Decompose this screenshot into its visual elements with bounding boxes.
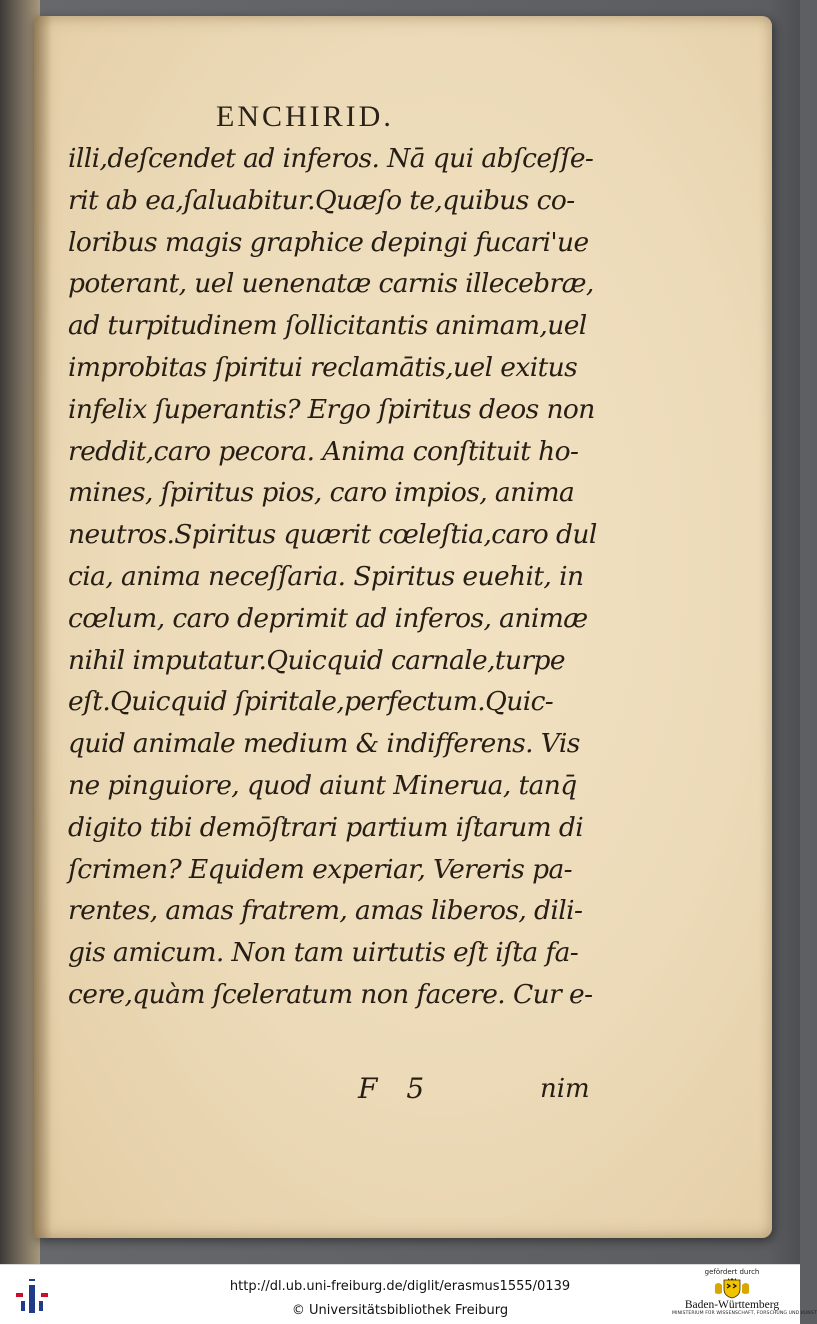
- text-line: poterant, uel uenenatæ carnis illecebræ,: [68, 268, 594, 300]
- catchword: nim: [540, 1074, 590, 1104]
- text-line: cia, anima neceſſaria. Spiritus euehit, in: [68, 560, 584, 592]
- running-head: ENCHIRID.: [216, 100, 394, 133]
- funder-label: gefördert durch: [704, 1268, 760, 1276]
- page-text-block: [68, 138, 598, 1016]
- text-line: rit ab ea,ſaluabitur.Quæſo te,quibus co-: [68, 184, 575, 216]
- page-gutter-shadow: [34, 16, 52, 1238]
- text-line: neutros.Spiritus quærit cœleſtia,caro dul: [68, 519, 597, 551]
- funder-name: Baden-Württemberg: [684, 1299, 780, 1311]
- text-line: nihil imputatur.Quicquid carnale,turpe: [68, 644, 565, 676]
- text-line: rentes, amas fratrem, amas liberos, dili-: [68, 895, 583, 927]
- signature-mark: F 5: [358, 1072, 435, 1105]
- text-line: digito tibi demōſtrari partium iſtarum di: [68, 811, 584, 843]
- text-line: ad turpitudinem ſollicitantis animam,uel: [68, 310, 587, 342]
- funder-ministry: MINISTERIUM FÜR WISSENSCHAFT, FORSCHUNG UND KUNST: [672, 1311, 817, 1316]
- text-line: infelix ſuperantis? Ergo ſpiritus deos non: [68, 393, 595, 425]
- text-line: mines, ſpiritus pios, caro impios, anima: [68, 477, 575, 509]
- text-line: cœlum, caro deprimit ad inferos, animæ: [68, 602, 588, 634]
- text-line: illi,deſcendet ad inferos. Nā qui abſceſſe-: [68, 143, 594, 174]
- copyright-text: © Universitätsbibliothek Freiburg: [291, 1303, 509, 1318]
- text-line: quid animale medium & indifferens. Vis: [68, 728, 580, 760]
- document-url-link[interactable]: http://dl.ub.uni-freiburg.de/diglit/erasmus1555/0139: [229, 1279, 571, 1294]
- text-line: loribus magis graphice depingi fucari'ue: [68, 226, 589, 258]
- text-line: eſt.Quicquid ſpiritale,perfectum.Quic-: [68, 686, 554, 718]
- text-line: ne pinguiore, quod aiunt Minerua, tanq̄: [68, 769, 577, 801]
- text-line: gis amicum. Non tam uirtutis eſt iſta fa-: [68, 937, 579, 969]
- funder-logo[interactable]: [672, 1268, 817, 1324]
- text-line: ſcrimen? Equidem experiar, Vereris pa-: [68, 853, 572, 885]
- text-line: reddit,caro pecora. Anima conſtituit ho-: [68, 435, 579, 467]
- text-line: improbitas ſpiritui reclamātis,uel exitus: [68, 351, 578, 383]
- text-line: cere,quàm ſceleratum non facere. Cur e-: [68, 978, 593, 1010]
- viewer-footer: [0, 1264, 817, 1324]
- baden-wuerttemberg-crest-icon: [712, 1277, 752, 1299]
